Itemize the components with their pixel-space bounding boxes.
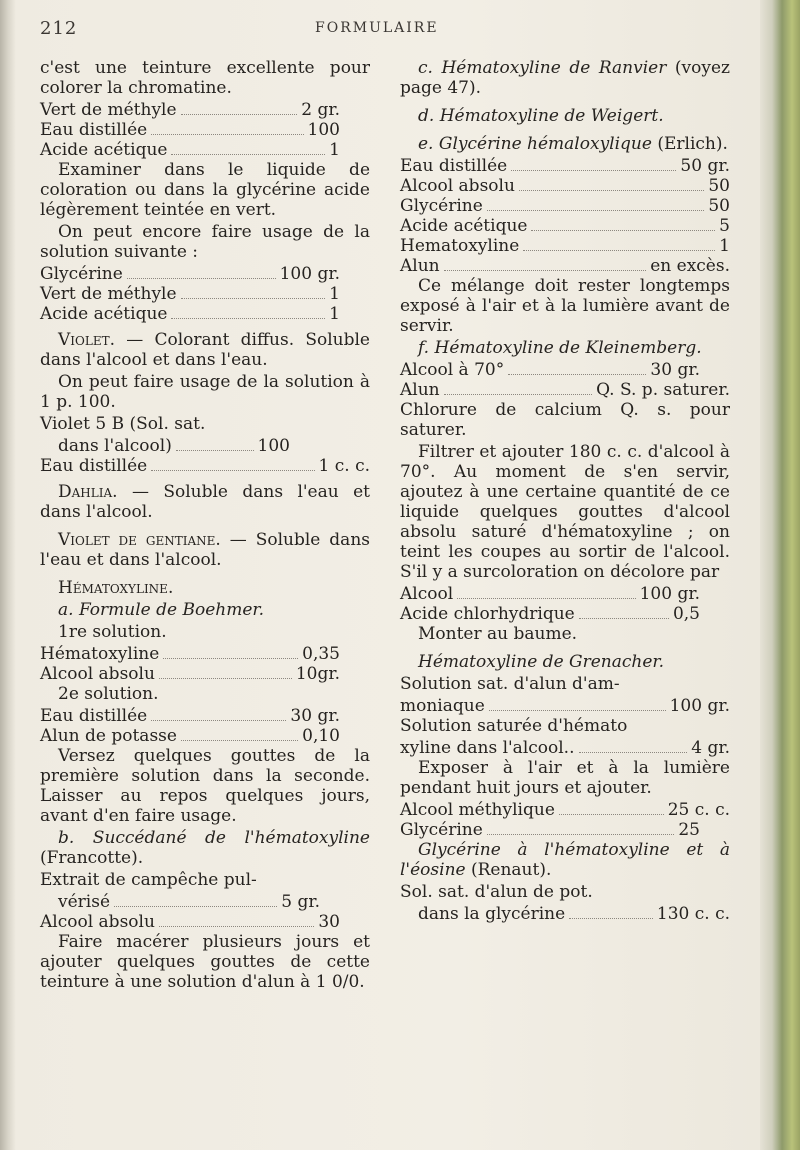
paragraph: On peut faire usage de la solution à 1 p. 100. [40, 372, 370, 412]
recipe-row: Eau distillée 50 gr. [400, 156, 730, 176]
paragraph: Faire macérer plusieurs jours et ajouter quelques gouttes de cette teinture à une solution d'alun à 1 0/0. [40, 932, 370, 992]
subsection-ranvier: c. Hématoxyline de Ranvier (voyez page 47). [400, 58, 730, 98]
recipe-row: Acide acétique 1 [40, 304, 340, 324]
page-gutter-shadow [0, 0, 16, 1150]
recipe-row: Alcool absolu 30 [40, 912, 340, 932]
recipe-line: Solution sat. d'alun d'am- [400, 674, 620, 694]
recipe-row: dans l'alcool) 100 [58, 436, 290, 456]
recipe-line: Sol. sat. d'alun de pot. [400, 882, 593, 902]
recipe-row: Alcool absolu 10gr. [40, 664, 340, 684]
recipe-row: vérisé 5 gr. [58, 892, 320, 912]
subsection-grenacher: Hématoxyline de Grenacher. [418, 652, 665, 672]
recipe-row: Alcool méthylique 25 c. c. [400, 800, 730, 820]
recipe-line: Solution saturée d'hémato [400, 716, 628, 736]
subsection-succedane: b. Succédané de l'hématoxyline (Francotte). [40, 828, 370, 868]
paragraph: Exposer à l'air et à la lumière pendant huit jours et ajouter. [400, 758, 730, 798]
recipe-line: Violet 5 B (Sol. sat. [40, 414, 206, 434]
paragraph: Versez quelques gouttes de la première solution dans la seconde. Laisser au repos quelques jours, avant d'en faire usage. [40, 746, 370, 826]
subsection-erlich: e. Glycérine hémaloxylique (Erlich). [418, 134, 728, 154]
recipe-line: Extrait de campêche pul- [40, 870, 257, 890]
paragraph: Monter au baume. [418, 624, 578, 644]
recipe-row: Eau distillée 100 [40, 120, 340, 140]
recipe-vert-methyle [40, 100, 370, 160]
recipe-row: moniaque 100 gr. [400, 696, 730, 716]
paragraph: Ce mélange doit rester longtemps exposé à l'air et à la lumière avant de servir. [400, 276, 730, 336]
book-edge [760, 0, 800, 1150]
recipe-row: Alun en excès. [400, 256, 730, 276]
recipe-row: Eau distillée 1 c. c. [40, 456, 370, 476]
section-hematoxyline: Hématoxyline. [58, 578, 174, 598]
recipe-row: Vert de méthyle 1 [40, 284, 340, 304]
recipe-row: Alcool à 70° 30 gr. [400, 360, 700, 380]
recipe-row: Glycérine 25 [400, 820, 700, 840]
section-dahlia: Dahlia. — Soluble dans l'eau et dans l'alcool. [40, 482, 370, 522]
recipe-row: Glycérine 100 gr. [40, 264, 340, 284]
recipe-row: xyline dans l'alcool.. 4 gr. [400, 738, 730, 758]
subsection-renaut: Glycérine à l'hématoxyline et à l'éosine (Renaut). [400, 840, 730, 880]
left-column [40, 58, 370, 994]
paragraph: Filtrer et ajouter 180 c. c. d'alcool à 70°. Au moment de s'en servir, ajoutez à une certaine quantité de ce liquide quelques gouttes d'alcool absolu saturé d'hématoxyline ; on teint les coupes au sortir de l'alcool. S'il y a surcoloration on décolore par [400, 442, 730, 582]
recipe-glycerine [40, 264, 370, 324]
recipe-row: Alcool 100 gr. [400, 584, 700, 604]
paragraph: Examiner dans le liquide de coloration ou dans la glycérine acide légèrement teintée en vert. [40, 160, 370, 220]
recipe-row: Acide chlorhydrique 0,5 [400, 604, 700, 624]
subsection-boehmer: a. Formule de Boehmer. [58, 600, 265, 620]
subsection-kleinemberg: f. Hématoxyline de Kleinemberg. [418, 338, 702, 358]
running-header [40, 18, 740, 40]
section-violet-gentiane: Violet de gentiane. — Soluble dans l'eau et dans l'alcool. [40, 530, 370, 570]
intro-text: c'est une teinture excellente pour colorer la chromatine. [40, 58, 370, 98]
recipe-row: Hematoxyline 1 [400, 236, 730, 256]
recipe-row: Alcool absolu 50 [400, 176, 730, 196]
solution-heading: 1re solution. [58, 622, 167, 642]
section-violet: Violet. — Colorant diffus. Soluble dans l'alcool et dans l'eau. [40, 330, 370, 370]
recipe-row: Alun de potasse 0,10 [40, 726, 340, 746]
paragraph: Chlorure de calcium Q. s. pour saturer. [400, 400, 730, 440]
subsection-weigert: d. Hématoxyline de Weigert. [418, 106, 664, 126]
page-number: 212 [40, 18, 78, 39]
recipe-row: Eau distillée 30 gr. [40, 706, 340, 726]
recipe-row: Acide acétique 5 [400, 216, 730, 236]
right-column [400, 58, 730, 924]
recipe-row: Glycérine 50 [400, 196, 730, 216]
recipe-row: Alun Q. S. p. saturer. [400, 380, 730, 400]
recipe-row: Vert de méthyle 2 gr. [40, 100, 340, 120]
recipe-row: Hématoxyline 0,35 [40, 644, 340, 664]
running-title: FORMULAIRE [315, 20, 439, 36]
recipe-row: Acide acétique 1 [40, 140, 340, 160]
solution-heading: 2e solution. [58, 684, 159, 704]
recipe-row: dans la glycérine 130 c. c. [418, 904, 730, 924]
paragraph: On peut encore faire usage de la solution suivante : [40, 222, 370, 262]
